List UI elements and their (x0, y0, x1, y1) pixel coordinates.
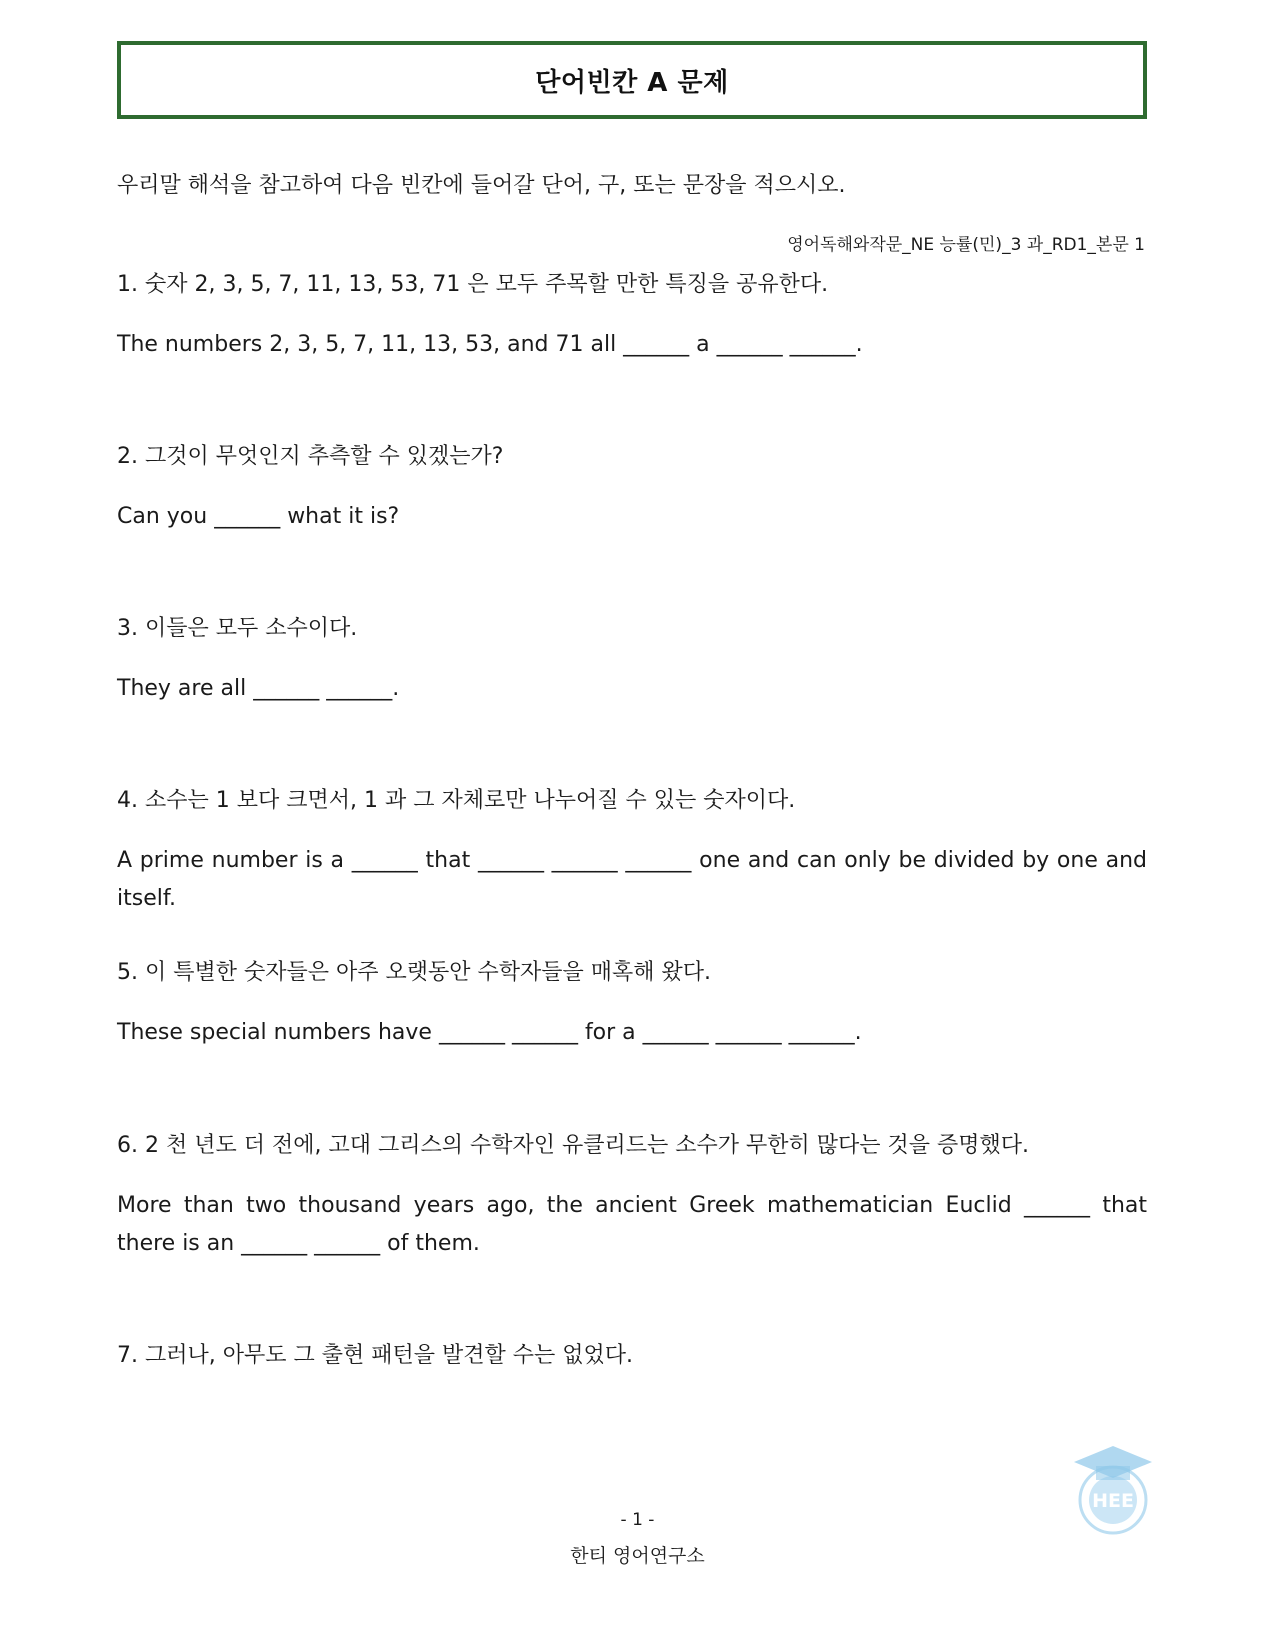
question-english: These special numbers have ______ ______ for a ______ ______ ______. (117, 1020, 862, 1045)
question-korean: 7. 그러나, 아무도 그 출현 패턴을 발견할 수는 없었다. (117, 1343, 633, 1368)
source-label: 영어독해와작문_NE 능률(민)_3 과_RD1_본문 1 (787, 235, 1145, 255)
page-title: 단어빈칸 A 문제 (535, 67, 729, 98)
question-2 (117, 442, 1147, 536)
question-korean: 1. 숫자 2, 3, 5, 7, 11, 13, 53, 71 은 모두 주목할 만한 특징을 공유한다. (117, 272, 829, 297)
title-box (117, 41, 1147, 119)
question-english: More than two thousand years ago, the ancient Greek mathematician Euclid ______ that there is an ______ ______ of them. (117, 1193, 1147, 1256)
question-korean: 4. 소수는 1 보다 크면서, 1 과 그 자체로만 나누어질 수 있는 숫자이다. (117, 788, 796, 813)
page-number: - 1 - (620, 1510, 655, 1530)
question-english: The numbers 2, 3, 5, 7, 11, 13, 53, and 71 all ______ a ______ ______. (117, 332, 863, 357)
question-english: A prime number is a ______ that ______ ______ ______ one and can only be divided by one and itself. (117, 848, 1147, 911)
logo-text: HEE (1092, 1490, 1134, 1512)
instruction-text: 우리말 해석을 참고하여 다음 빈칸에 들어갈 단어, 구, 또는 문장을 적으시오. (117, 173, 846, 198)
question-korean: 3. 이들은 모두 소수이다. (117, 616, 358, 641)
question-english: Can you ______ what it is? (117, 504, 400, 529)
question-4 (117, 786, 1147, 918)
question-7 (117, 1341, 1147, 1397)
question-1 (117, 270, 1147, 364)
question-english: They are all ______ ______. (117, 676, 400, 701)
footer-organization: 한티 영어연구소 (570, 1545, 705, 1567)
question-korean: 6. 2 천 년도 더 전에, 고대 그리스의 수학자인 유클리드는 소수가 무한히 많다는 것을 증명했다. (117, 1133, 1029, 1158)
question-3 (117, 614, 1147, 708)
question-6 (117, 1131, 1147, 1263)
question-5 (117, 958, 1147, 1052)
question-korean: 5. 이 특별한 숫자들은 아주 오랫동안 수학자들을 매혹해 왔다. (117, 960, 711, 985)
question-korean: 2. 그것이 무엇인지 추측할 수 있겠는가? (117, 444, 504, 469)
